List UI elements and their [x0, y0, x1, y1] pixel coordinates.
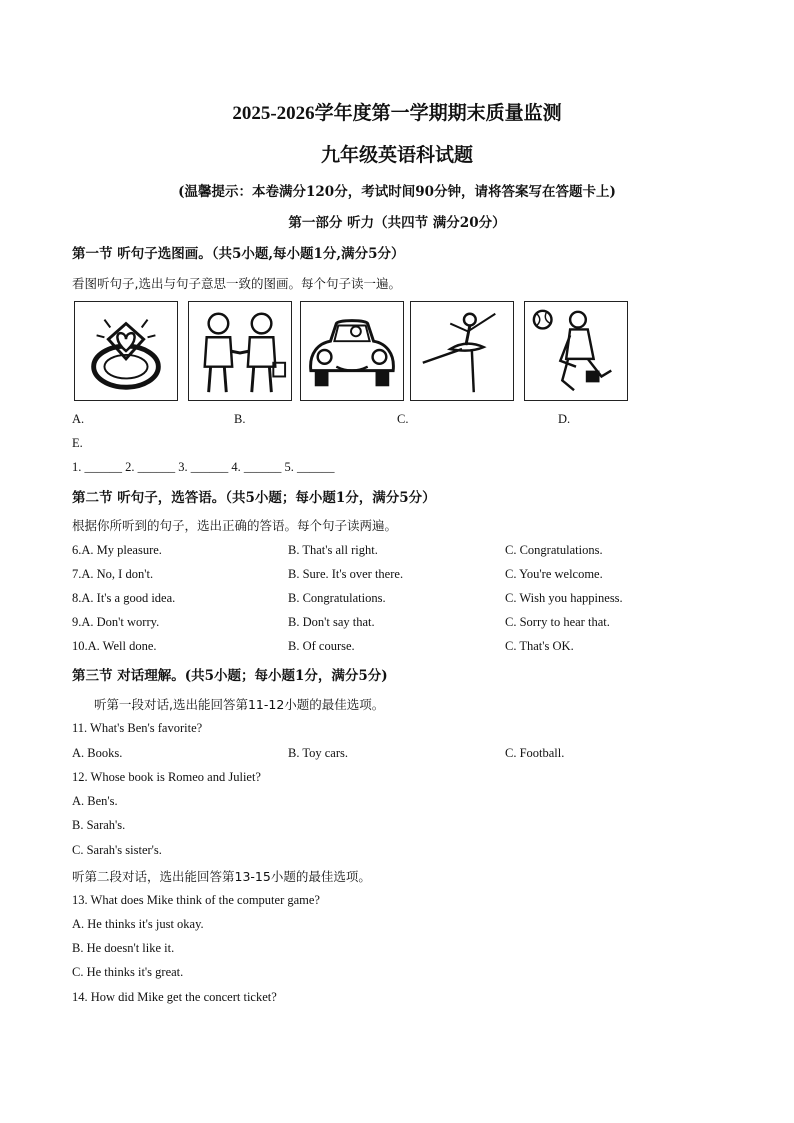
handshake-icon	[188, 301, 292, 401]
q7-option-b: B. Sure. It's over there.	[288, 567, 404, 581]
q8-option-b: B. Congratulations.	[288, 591, 386, 605]
q10-option-c: C. That's OK.	[505, 639, 574, 653]
dialogue2-intro: 听第二段对话，选出能回答第13-15小题的最佳选项。	[72, 869, 371, 884]
q6-option-c: C. Congratulations.	[505, 543, 603, 557]
exam-subtitle: 九年级英语科试题	[320, 144, 473, 166]
q6-option-a: 6.A. My pleasure.	[72, 543, 162, 557]
q9-option-a: 9.A. Don't worry.	[72, 615, 160, 629]
q11-option-a: A. Books.	[72, 746, 123, 760]
q12-text: 12. Whose book is Romeo and Juliet?	[72, 770, 261, 784]
exam-title: 2025-2026学年度第一学期期末质量监测	[232, 103, 562, 124]
part1-heading: 第一部分 听力（共四节 满分20分）	[288, 215, 506, 231]
q7-option-a: 7.A. No, I don't.	[72, 567, 154, 581]
q13-option-a: A. He thinks it's just okay.	[72, 917, 204, 931]
q14-text: 14. How did Mike get the concert ticket?	[72, 990, 277, 1004]
q13-option-c: C. He thinks it's great.	[72, 965, 184, 979]
q12-option-b: B. Sarah's.	[72, 818, 126, 832]
picture-label-a: A.	[72, 412, 85, 426]
section2-heading: 第二节 听句子，选答语。（共5小题；每小题1分，满分5分）	[72, 490, 436, 506]
q13-text: 13. What does Mike think of the computer game?	[72, 893, 320, 907]
section3-heading: 第三节 对话理解。(共5小题；每小题1分，满分5分)	[72, 668, 388, 684]
picture-label-d: D.	[558, 412, 571, 426]
picture-label-e: E.	[72, 436, 83, 450]
q12-option-c: C. Sarah's sister's.	[72, 843, 162, 857]
volleyball-player-icon	[524, 301, 628, 401]
q13-option-b: B. He doesn't like it.	[72, 941, 175, 955]
q9-option-b: B. Don't say that.	[288, 615, 375, 629]
ring-icon	[74, 301, 178, 401]
car-driver-icon	[300, 301, 404, 401]
q6-option-b: B. That's all right.	[288, 543, 378, 557]
section1-heading: 第一节 听句子选图画。（共5小题,每小题1分,满分5分）	[72, 246, 405, 262]
q10-option-b: B. Of course.	[288, 639, 355, 653]
q10-option-a: 10.A. Well done.	[72, 639, 157, 653]
q11-text: 11. What's Ben's favorite?	[72, 721, 203, 735]
q12-option-a: A. Ben's.	[72, 794, 118, 808]
picture-label-b: B.	[234, 412, 246, 426]
section1-instruction: 看图听句子,选出与句子意思一致的图画。每个句子读一遍。	[72, 276, 401, 291]
q11-option-c: C. Football.	[505, 746, 565, 760]
q8-option-c: C. Wish you happiness.	[505, 591, 623, 605]
q7-option-c: C. You're welcome.	[505, 567, 603, 581]
picture-label-c: C.	[397, 412, 409, 426]
q8-option-a: 8.A. It's a good idea.	[72, 591, 176, 605]
q11-option-b: B. Toy cars.	[288, 746, 348, 760]
dialogue1-intro: 听第一段对话,选出能回答第11-12小题的最佳选项。	[94, 697, 385, 712]
answer-blanks: 1. ______ 2. ______ 3. ______ 4. ______ 5. ______	[72, 460, 335, 474]
section2-instruction: 根据你所听到的句子，选出正确的答语。每个句子读两遍。	[72, 518, 398, 533]
exam-note: (温馨提示：本卷满分120分，考试时间90分钟，请将答案写在答题卡上)	[178, 184, 616, 200]
q9-option-c: C. Sorry to hear that.	[505, 615, 610, 629]
ballerina-icon	[410, 301, 514, 401]
